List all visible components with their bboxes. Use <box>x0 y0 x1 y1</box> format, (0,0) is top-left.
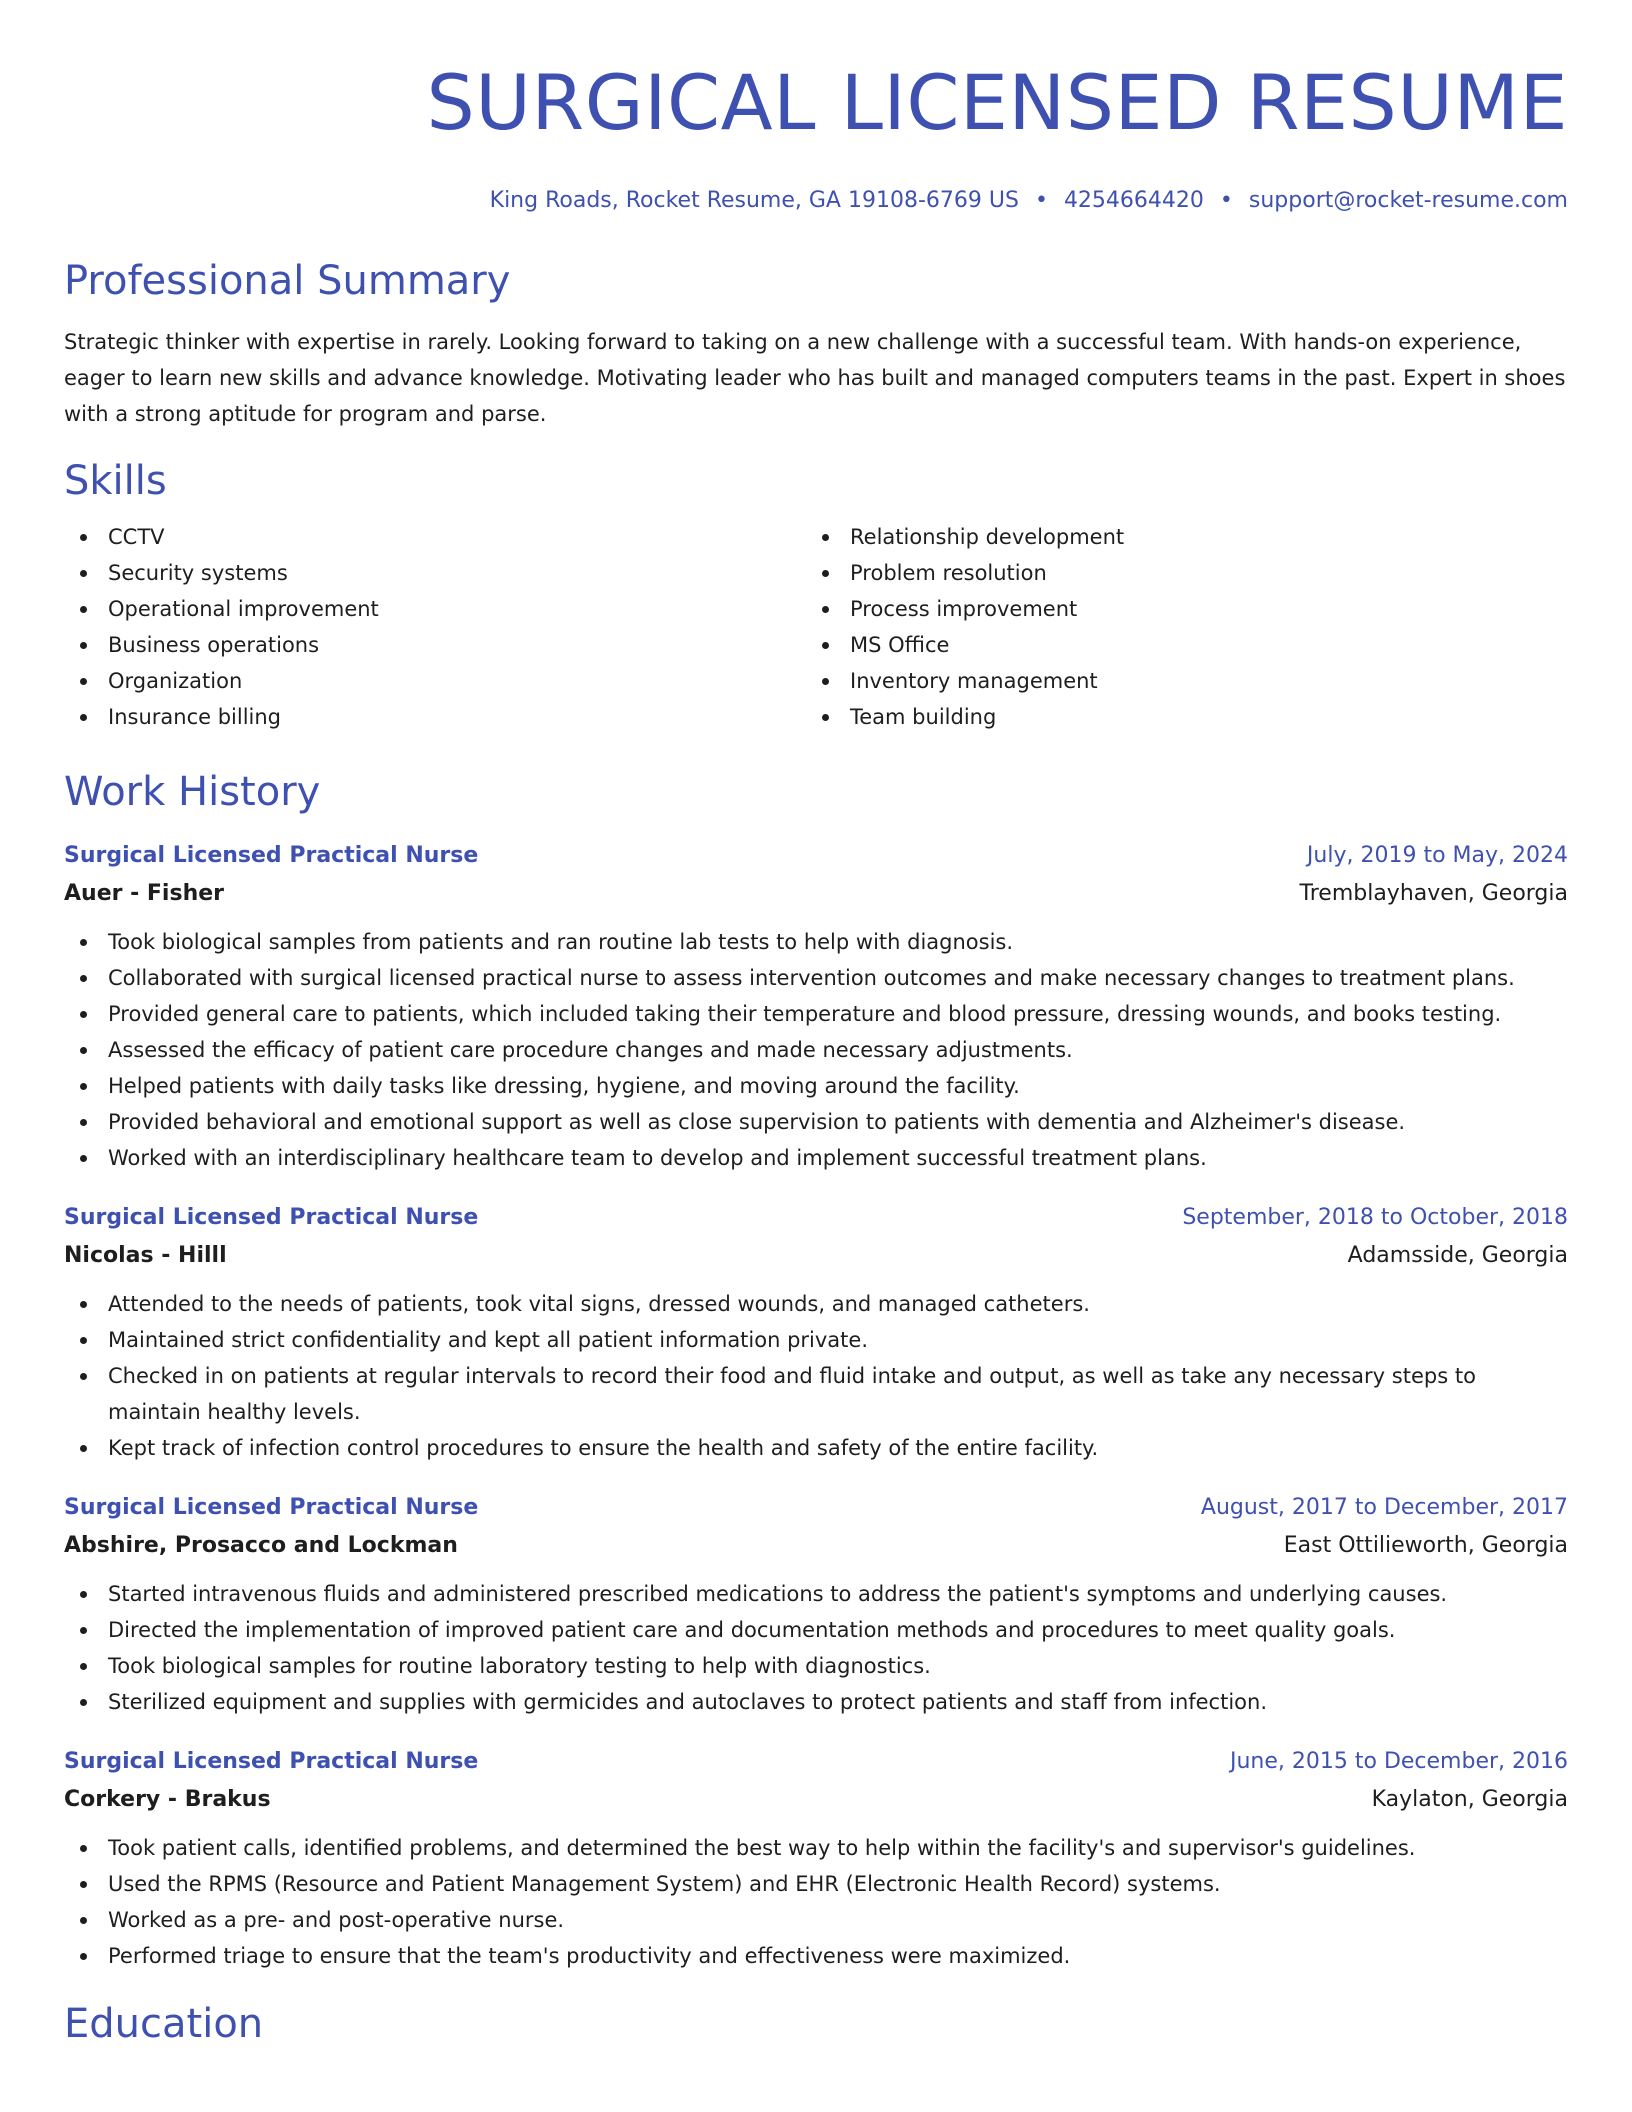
job-entry <box>64 838 1568 1176</box>
contact-email[interactable]: support@rocket-resume.com <box>1248 188 1568 213</box>
job-bullet: Helped patients with daily tasks like dressing, hygiene, and moving around the facility. <box>64 1068 1568 1104</box>
job-bullet: Kept track of infection control procedures to ensure the health and safety of the entire facility. <box>64 1430 1568 1466</box>
summary-heading: Professional Summary <box>64 258 511 304</box>
job-bullet: Assessed the efficacy of patient care procedure changes and made necessary adjustments. <box>64 1032 1568 1068</box>
job-company: Abshire, Prosacco and Lockman <box>64 1533 458 1558</box>
job-company-row <box>64 1236 1568 1276</box>
skills-column-right <box>806 519 1548 735</box>
skill-item: Security systems <box>64 555 806 591</box>
job-title: Surgical Licensed Practical Nurse <box>64 1749 479 1774</box>
skill-item: Business operations <box>64 627 806 663</box>
job-bullet: Directed the implementation of improved patient care and documentation methods and procedures to meet quality goals. <box>64 1612 1568 1648</box>
job-dates: June, 2015 to December, 2016 <box>1229 1749 1568 1774</box>
job-bullet: Worked as a pre- and post-operative nurse. <box>64 1902 1568 1938</box>
skill-item: Process improvement <box>806 591 1548 627</box>
job-company: Corkery - Brakus <box>64 1787 271 1812</box>
contact-separator: • <box>1034 188 1048 213</box>
summary-text: Strategic thinker with expertise in rarely. Looking forward to taking on a new challenge with a successful team. With hands-on experience, eager to learn new skills and advance knowledge. Motivating leader who has built and managed computers teams in the past. Expert in shoes with a strong aptitude for program and parse. <box>64 330 1566 426</box>
job-location: East Ottilieworth, Georgia <box>1283 1533 1568 1558</box>
job-company-row <box>64 1780 1568 1820</box>
job-company-row <box>64 1526 1568 1566</box>
job-company: Auer - Fisher <box>64 881 225 906</box>
job-bullet: Performed triage to ensure that the team's productivity and effectiveness were maximized. <box>64 1938 1568 1974</box>
skills-column-left <box>64 519 806 735</box>
job-bullet: Sterilized equipment and supplies with germicides and autoclaves to protect patients and staff from infection. <box>64 1684 1568 1720</box>
skills-list <box>64 519 1568 735</box>
job-bullet: Started intravenous fluids and administered prescribed medications to address the patient's symptoms and underlying causes. <box>64 1576 1568 1612</box>
job-bullets <box>64 924 1568 1176</box>
contact-address: King Roads, Rocket Resume, GA 19108-6769 US <box>489 188 1019 213</box>
skill-item: Organization <box>64 663 806 699</box>
contact-separator: • <box>1219 188 1233 213</box>
job-entry <box>64 1490 1568 1720</box>
job-bullet: Maintained strict confidentiality and kept all patient information private. <box>64 1322 1568 1358</box>
skill-item: Inventory management <box>806 663 1548 699</box>
job-header-row <box>64 1200 1568 1236</box>
job-header-row <box>64 1490 1568 1526</box>
job-company-row <box>64 874 1568 914</box>
job-bullet: Took biological samples for routine laboratory testing to help with diagnostics. <box>64 1648 1568 1684</box>
skill-item: CCTV <box>64 519 806 555</box>
job-bullet: Used the RPMS (Resource and Patient Management System) and EHR (Electronic Health Record) systems. <box>64 1866 1568 1902</box>
job-bullets <box>64 1286 1568 1466</box>
job-title: Surgical Licensed Practical Nurse <box>64 1205 479 1230</box>
job-bullet: Provided general care to patients, which included taking their temperature and blood pressure, dressing wounds, and books testing. <box>64 996 1568 1032</box>
job-entry <box>64 1744 1568 1974</box>
job-title: Surgical Licensed Practical Nurse <box>64 1495 479 1520</box>
skill-item: Team building <box>806 699 1548 735</box>
contact-phone: 4254664420 <box>1063 188 1204 213</box>
contact-line <box>64 186 1568 216</box>
job-bullets <box>64 1576 1568 1720</box>
job-bullet: Worked with an interdisciplinary healthcare team to develop and implement successful treatment plans. <box>64 1140 1568 1176</box>
job-header-row <box>64 1744 1568 1780</box>
job-bullet: Attended to the needs of patients, took vital signs, dressed wounds, and managed catheters. <box>64 1286 1568 1322</box>
work-history-heading: Work History <box>64 769 321 815</box>
job-bullet: Provided behavioral and emotional support as well as close supervision to patients with dementia and Alzheimer's disease. <box>64 1104 1568 1140</box>
resume-name: SURGICAL LICENSED RESUME <box>426 58 1568 147</box>
job-dates: September, 2018 to October, 2018 <box>1182 1205 1568 1230</box>
job-entry <box>64 1200 1568 1466</box>
skill-item: Operational improvement <box>64 591 806 627</box>
job-dates: August, 2017 to December, 2017 <box>1200 1495 1568 1520</box>
job-bullets <box>64 1830 1568 1974</box>
skill-item: Insurance billing <box>64 699 806 735</box>
job-bullet: Took biological samples from patients and ran routine lab tests to help with diagnosis. <box>64 924 1568 960</box>
job-location: Adamsside, Georgia <box>1347 1243 1568 1268</box>
education-heading: Education <box>64 2001 264 2047</box>
job-dates: July, 2019 to May, 2024 <box>1306 843 1568 868</box>
job-location: Tremblayhaven, Georgia <box>1299 881 1568 906</box>
job-bullet: Collaborated with surgical licensed practical nurse to assess intervention outcomes and make necessary changes to treatment plans. <box>64 960 1568 996</box>
job-bullet: Took patient calls, identified problems, and determined the best way to help within the facility's and supervisor's guidelines. <box>64 1830 1568 1866</box>
job-bullet: Checked in on patients at regular intervals to record their food and fluid intake and output, as well as take any necessary steps to maintain healthy levels. <box>64 1358 1568 1430</box>
skill-item: MS Office <box>806 627 1548 663</box>
job-location: Kaylaton, Georgia <box>1371 1787 1568 1812</box>
job-header-row <box>64 838 1568 874</box>
job-title: Surgical Licensed Practical Nurse <box>64 843 479 868</box>
job-company: Nicolas - Hilll <box>64 1243 227 1268</box>
resume-header <box>64 0 1568 216</box>
skill-item: Relationship development <box>806 519 1548 555</box>
skill-item: Problem resolution <box>806 555 1548 591</box>
skills-heading: Skills <box>64 458 167 504</box>
